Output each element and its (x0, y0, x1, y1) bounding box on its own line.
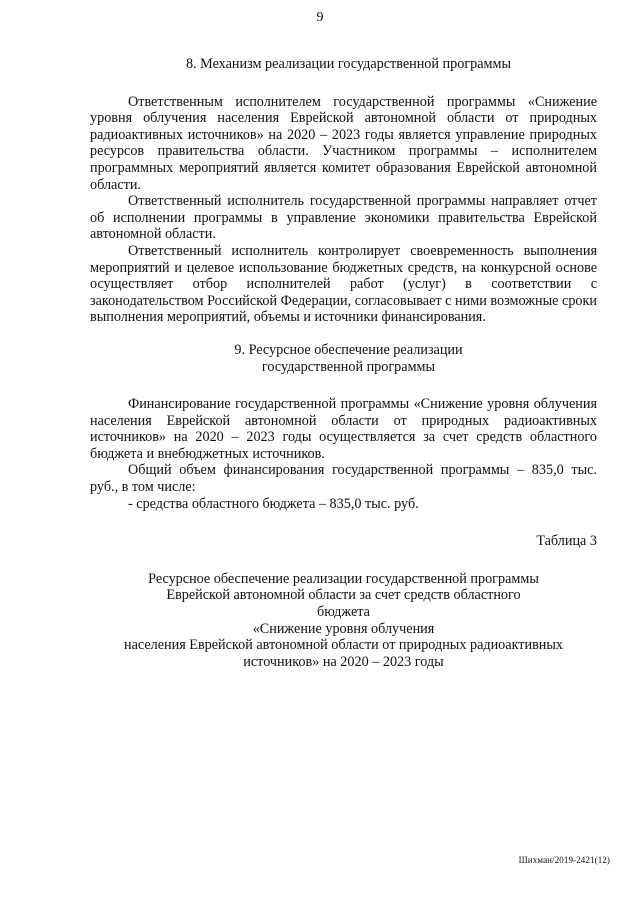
document-code: Шихман/2019-2421(12) (518, 855, 610, 865)
table-3-title-line-1: Ресурсное обеспечение реализации государственной программы (148, 570, 539, 587)
section-8-paragraph-1: Ответственным исполнителем государственной программы «Снижение уровня облучения населения Еврейской автономной области от природных радиоактивных источников» на 2020 – 2023 годы является управление природных ресурсов правительства области. Участником программы – исполнителем программных мероприятий является комитет образования Еврейской автономной области. (90, 93, 597, 193)
section-8-paragraph-3: Ответственный исполнитель контролирует своевременность выполнения мероприятий и целевое использование бюджетных средств, на конкурсной основе осуществляет отбор исполнителей работ (услуг) в соответствии с законодательством Российской Федерации, согласовывает с ними возможные сроки выполнения мероприятий, объемы и источники финансирования. (90, 242, 597, 326)
section-9-heading-line-2: государственной программы (261, 358, 436, 375)
section-8-paragraph-2: Ответственный исполнитель государственной программы направляет отчет об исполнении программы в управление экономики правительства Еврейской автономной области. (90, 193, 597, 243)
section-9-heading-line-1: 9. Ресурсное обеспечение реализации (234, 341, 463, 358)
section-8-heading: 8. Механизм реализации государственной программы (185, 56, 512, 72)
table-3-label: Таблица 3 (536, 533, 597, 550)
table-3-title-line-2: Еврейской автономной области за счет средств областного (166, 587, 521, 604)
section-9-list-item: - средства областного бюджета – 835,0 тыс. руб. (128, 495, 419, 512)
table-3-title-line-3: бюджета (317, 604, 370, 621)
page-number: 9 (316, 10, 324, 25)
section-9-paragraph-1: Финансирование государственной программы «Снижение уровня облучения населения Еврейской автономной области от природных радиоактивных источников» на 2020 – 2023 годы осуществляется за счет средств областного бюджета и внебюджетных источников. (90, 396, 597, 462)
section-9-paragraph-2: Общий объем финансирования государственной программы – 835,0 тыс. руб., в том числе: (90, 462, 597, 496)
table-3-title-line-5: населения Еврейской автономной области от природных радиоактивных (124, 637, 563, 654)
document-body (90, 56, 597, 670)
table-3-title-line-4: «Снижение уровня облучения (252, 620, 435, 637)
table-3-title-line-6: источников» на 2020 – 2023 годы (243, 653, 444, 670)
